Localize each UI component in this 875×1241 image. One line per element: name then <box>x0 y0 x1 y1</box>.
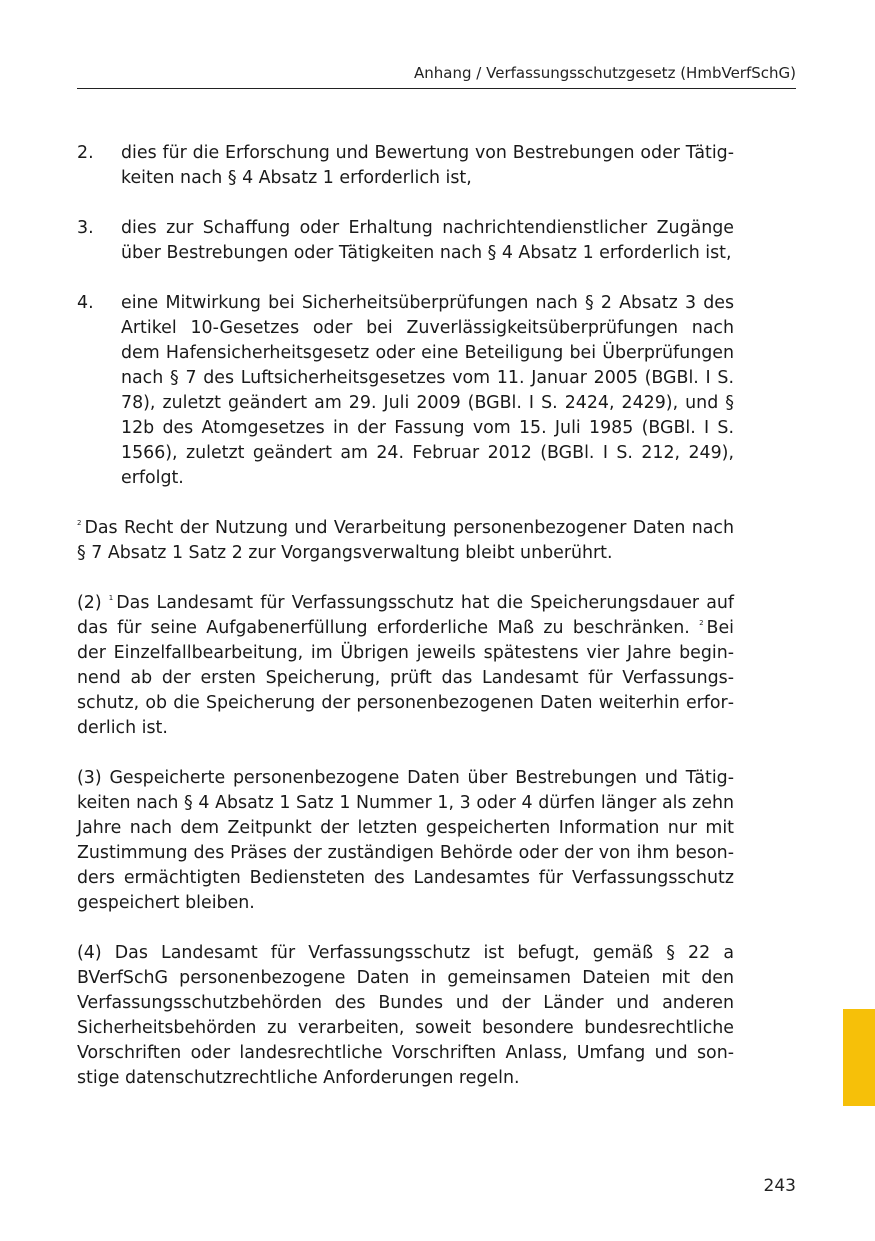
sentence-number: 1 <box>108 594 114 602</box>
list-item <box>77 141 734 191</box>
list-item-number: 4. <box>77 293 94 313</box>
list-item <box>77 216 734 266</box>
list-item-number: 2. <box>77 143 94 163</box>
header-rule <box>77 88 796 89</box>
sentence-number: 2 <box>699 619 704 627</box>
paragraph-label: (2) <box>77 593 102 613</box>
paragraph-sentence-2 <box>77 516 734 566</box>
document-body <box>77 141 734 1091</box>
paragraph-2 <box>77 591 734 741</box>
sentence-number: 2 <box>77 519 82 527</box>
running-header: Anhang / Verfassungsschutzgesetz (HmbVerfSchG) <box>414 64 796 82</box>
list-item-text: eine Mitwirkung bei Sicherheitsüberprüfungen nach § 2 Absatz 3 des Artikel 10-Gesetzes oder bei Zuverlässigkeitsüberprüfungen nach dem Hafensicherheitsgesetz oder eine Beteiligung bei Überprüfungen nach § 7 des Luftsicherheitsgesetzes vom 11. Januar 2005 (BGBl. I S. 78), zuletzt geändert am 29. Juli 2009 (BGBl. I S. 2424, 2429), und § 12b des Atomgesetzes in der Fassung vom 15. Juli 1985 (BGBl. I S. 1566), zuletzt geändert am 24. Februar 2012 (BGBl. I S. 212, 249), erfolgt. <box>121 293 734 488</box>
paragraph-text: Das Landesamt für Verfassungsschutz hat die Speicherungsdauer auf das für seine Aufgabenerfüllung erforderliche Maß zu beschränken. <box>77 593 734 638</box>
paragraph-4: (4) Das Landesamt für Verfassungsschutz ist befugt, gemäß § 22 a BVerfSchG personenbezogene Daten in gemeinsamen Dateien mit den Verfassungsschutzbehörden des Bundes und der Länder und anderen Sicherheitsbehörden zu verarbeiten, soweit besondere bundesrechtliche Vorschriften oder landesrechtliche Vorschriften Anlass, Umfang und sonstige datenschutzrechtliche Anforderungen regeln. <box>77 943 734 1088</box>
paragraph-text: Bei der Einzelfallbearbeitung, im Übrigen jeweils spätestens vier Jahre beginnend ab der ersten Speicherung, prüft das Landesamt für Verfassungsschutz, ob die Speicherung der personenbezogenen Daten weiterhin erforderlich ist. <box>77 618 734 738</box>
paragraph-text: Das Recht der Nutzung und Verarbeitung personenbezogener Daten nach § 7 Absatz 1 Satz 2 zur Vorgangsverwaltung bleibt unberührt. <box>77 518 734 563</box>
list-item-number: 3. <box>77 218 94 238</box>
list-item-text: dies für die Erforschung und Bewertung von Bestrebungen oder Tätigkeiten nach § 4 Absatz 1 erforderlich ist, <box>121 143 734 188</box>
list-item-text: dies zur Schaffung oder Erhaltung nachrichtendienstlicher Zugänge über Bestrebungen oder Tätigkeiten nach § 4 Absatz 1 erforderlich ist, <box>121 218 734 263</box>
page-number: 243 <box>763 1176 796 1196</box>
list-item <box>77 291 734 491</box>
chapter-thumb-tab <box>843 1009 875 1106</box>
paragraph-3: (3) Gespeicherte personenbezogene Daten über Bestrebungen und Tätigkeiten nach § 4 Absatz 1 Satz 1 Nummer 1, 3 oder 4 dürfen länger als zehn Jahre nach dem Zeitpunkt der letzten gespeicherten Information nur mit Zustimmung des Präses der zuständigen Behörde oder der von ihm besonders ermächtigten Bediensteten des Landesamtes für Verfassungsschutz gespeichert bleiben. <box>77 768 734 913</box>
